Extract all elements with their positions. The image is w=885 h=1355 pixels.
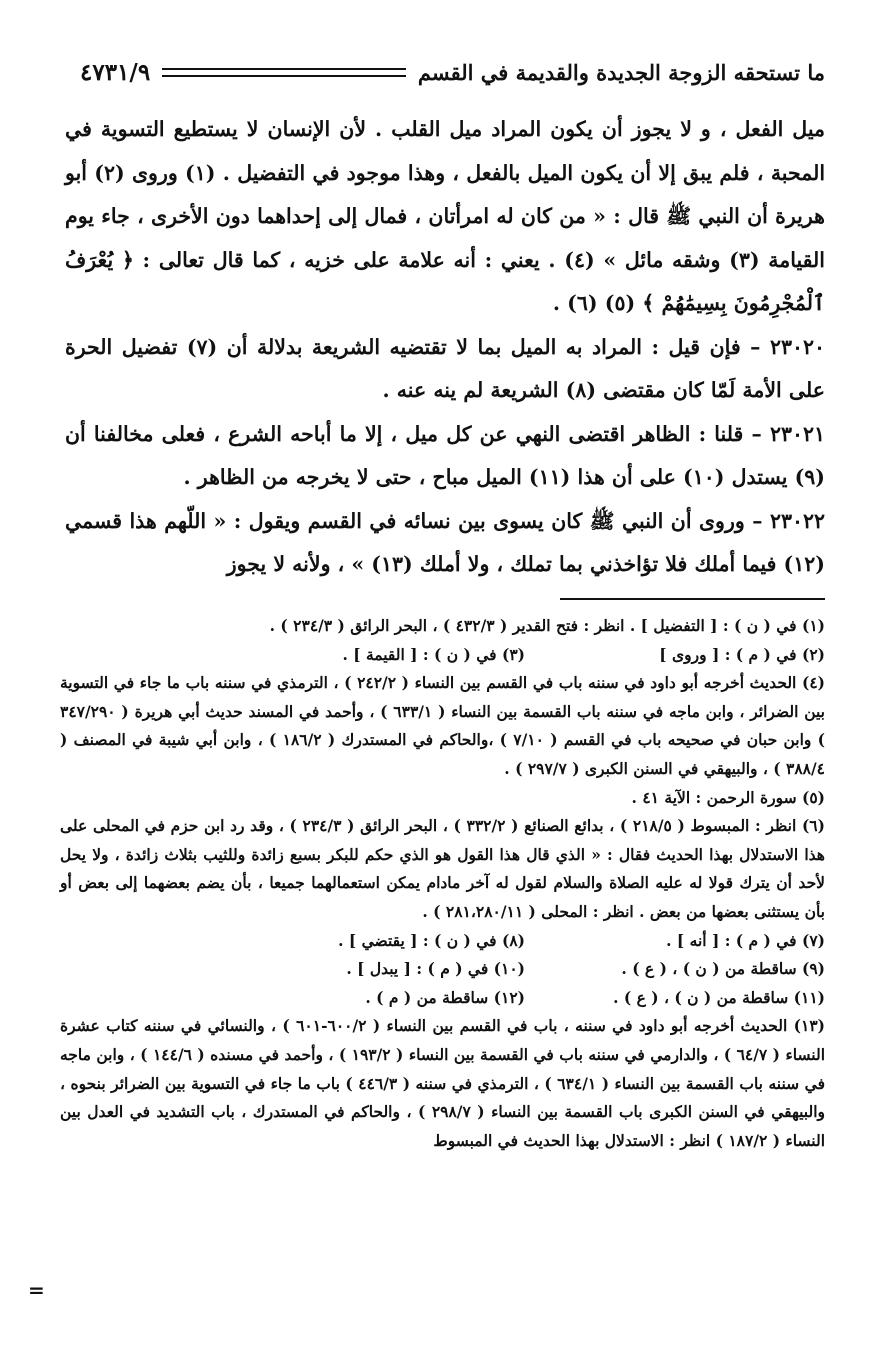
header-rule [162,68,406,77]
footnote: (١٣) الحديث أخرجه أبو داود في سننه ، باب في القسم بين النساء ( ٦٠٠/٢-٦٠١ ) ، والنسائي في سننه كتاب عشرة النساء ( ٦٤/٧ ) ، والدارمي في سننه باب في القسمة بين النساء ( ١٩٣/٢ ) ، وأحمد في مسنده ( ١٤٤/٦ ) ، وابن ماجه في سننه باب القسمة بين النساء ( ٦٣٤/١ ) ، الترمذي في سننه ( ٤٤٦/٣ ) باب ما جاء في التسوية بين الضرائر بنحوه ، والبيهقي في السنن الكبرى باب القسمة بين النساء ( ٢٩٨/٧ ) ، والحاكم في المستدرك ، باب التشديد في العدل بين النساء ( ١٨٧/٢ ) انظر : الاستدلال بهذا الحديث في المبسوط [60,1016,826,1150]
footnote: (١) في ( ن ) : [ التفضيل ] . انظر : فتح القدير ( ٤٣٢/٣ ) ، البحر الرائق ( ٢٣٤/٣ ) . [269,616,825,635]
main-text [65,108,825,587]
paragraph: ٢٣٠٢٠ – فإن قيل : المراد به الميل بما لا تقتضيه الشريعة بدلالة أن (٧) تفضيل الحرة على الأمة لَمّا كان مقتضى (٨) الشريعة لم ينه عنه . [65,334,825,402]
paragraph: ٢٣٠٢١ – قلنا : الظاهر اقتضى النهي عن كل ميل ، إلا ما أباحه الشرع ، فعلى مخالفنا أن (٩) يستدل (١٠) على أن هذا (١١) الميل مباح ، حتى لا يخرجه من الظاهر . [65,421,825,489]
footnote-pair [60,984,825,1013]
footnotes [60,612,825,1155]
running-header [80,52,825,92]
page-number: ٤٧٣١/٩ [80,58,151,86]
footnote: (٣) في ( ن ) : [ القيمة ] . [342,644,525,664]
paragraph: ميل الفعل ، و لا يجوز أن يكون المراد ميل القلب . لأن الإنسان لا يستطيع التسوية في المحبة ، فلم يبق إلا أن يكون الميل بالفعل ، وهذا موجود في التفضيل . (١) وروى (٢) أبو هريرة أن النبي ﷺ قال : « من كان له امرأتان ، فمال إلى إحداهما دون الأخرى ، جاء يوم القيامة (٣) وشقه مائل » (٤) . يعني : أنه علامة على خزيه ، كما قال تعالى : ﴿ يُعْرَفُ ٱلْمُجْرِمُونَ بِسِيمَٰهُمْ ﴾ (٥) (٦) . [65,117,826,315]
footnote: (١١) ساقطة من ( ن ) ، ( ع ) . [613,987,825,1007]
footnote: (٦) انظر : المبسوط ( ٢١٨/٥ ) ، بدائع الصنائع ( ٣٣٢/٢ ) ، البحر الرائق ( ٢٣٤/٣ ) ، وقد رد ابن حزم في المحلى على هذا الاستدلال بهذا الحديث فقال : « الذي قال هذا القول هو الذي حكم للبكر بسبع زائدة وللثيب بثلاث زائدة ، ولا يحل لأحد أن يترك قولا له عليه الصلاة والسلام لقول له آخر مادام يمكن استعمالهما جميعا ، بأن يضم بعضهما إلى بعض أو بأن يستثنى بعضها من بعض . انظر : المحلى ( ٢٨١،٢٨٠/١١ ) . [60,816,825,921]
footnote: (٤) الحديث أخرجه أبو داود في سننه باب في القسم بين النساء ( ٢٤٢/٢ ) ، الترمذي في سننه باب ما جاء في التسوية بين الضرائر ، وابن ماجه في سننه باب القسمة بين النساء ( ٦٣٣/١ ) ، وأحمد في المسند حديث أبي هريرة ( ٣٤٧/٢٩٠ ) وابن حبان في صحيحه باب في القسم ( ٧/١٠ ) ،والحاكم في المستدرك ( ١٨٦/٢ ) ، وابن أبي شيبة في المصنف ( ٣٨٨/٤ ) ، والبيهقي في السنن الكبرى ( ٢٩٧/٧ ) . [60,673,825,778]
footnote-pair [60,927,825,956]
footnote-pair [60,641,825,670]
footnote: (١٠) في ( م ) : [ يبدل ] . [346,959,525,979]
continuation-mark: = [28,1278,45,1302]
footnote-separator [560,598,825,600]
footnote: (٩) ساقطة من ( ن ) ، ( ع ) . [621,959,825,979]
header-title: ما تستحقه الزوجة الجديدة والقديمة في القسم [417,59,825,85]
footnote: (٧) في ( م ) : [ أنه ] . [666,930,825,950]
footnote: (٥) سورة الرحمن : الآية ٤١ . [631,787,825,807]
paragraph: ٢٣٠٢٢ – وروى أن النبي ﷺ كان يسوى بين نسائه في القسم ويقول : « اللّهم هذا قسمي (١٢) فيما أملك فلا تؤاخذني بما تملك ، ولا أملك (١٣) » ، ولأنه لا يجوز [65,508,825,576]
footnote: (١٢) ساقطة من ( م ) . [365,987,525,1007]
footnote-pair [60,955,825,984]
footnote: (٢) في ( م ) : [ وروى ] [659,644,825,664]
footnote: (٨) في ( ن ) : [ يقتضي ] . [338,930,525,950]
